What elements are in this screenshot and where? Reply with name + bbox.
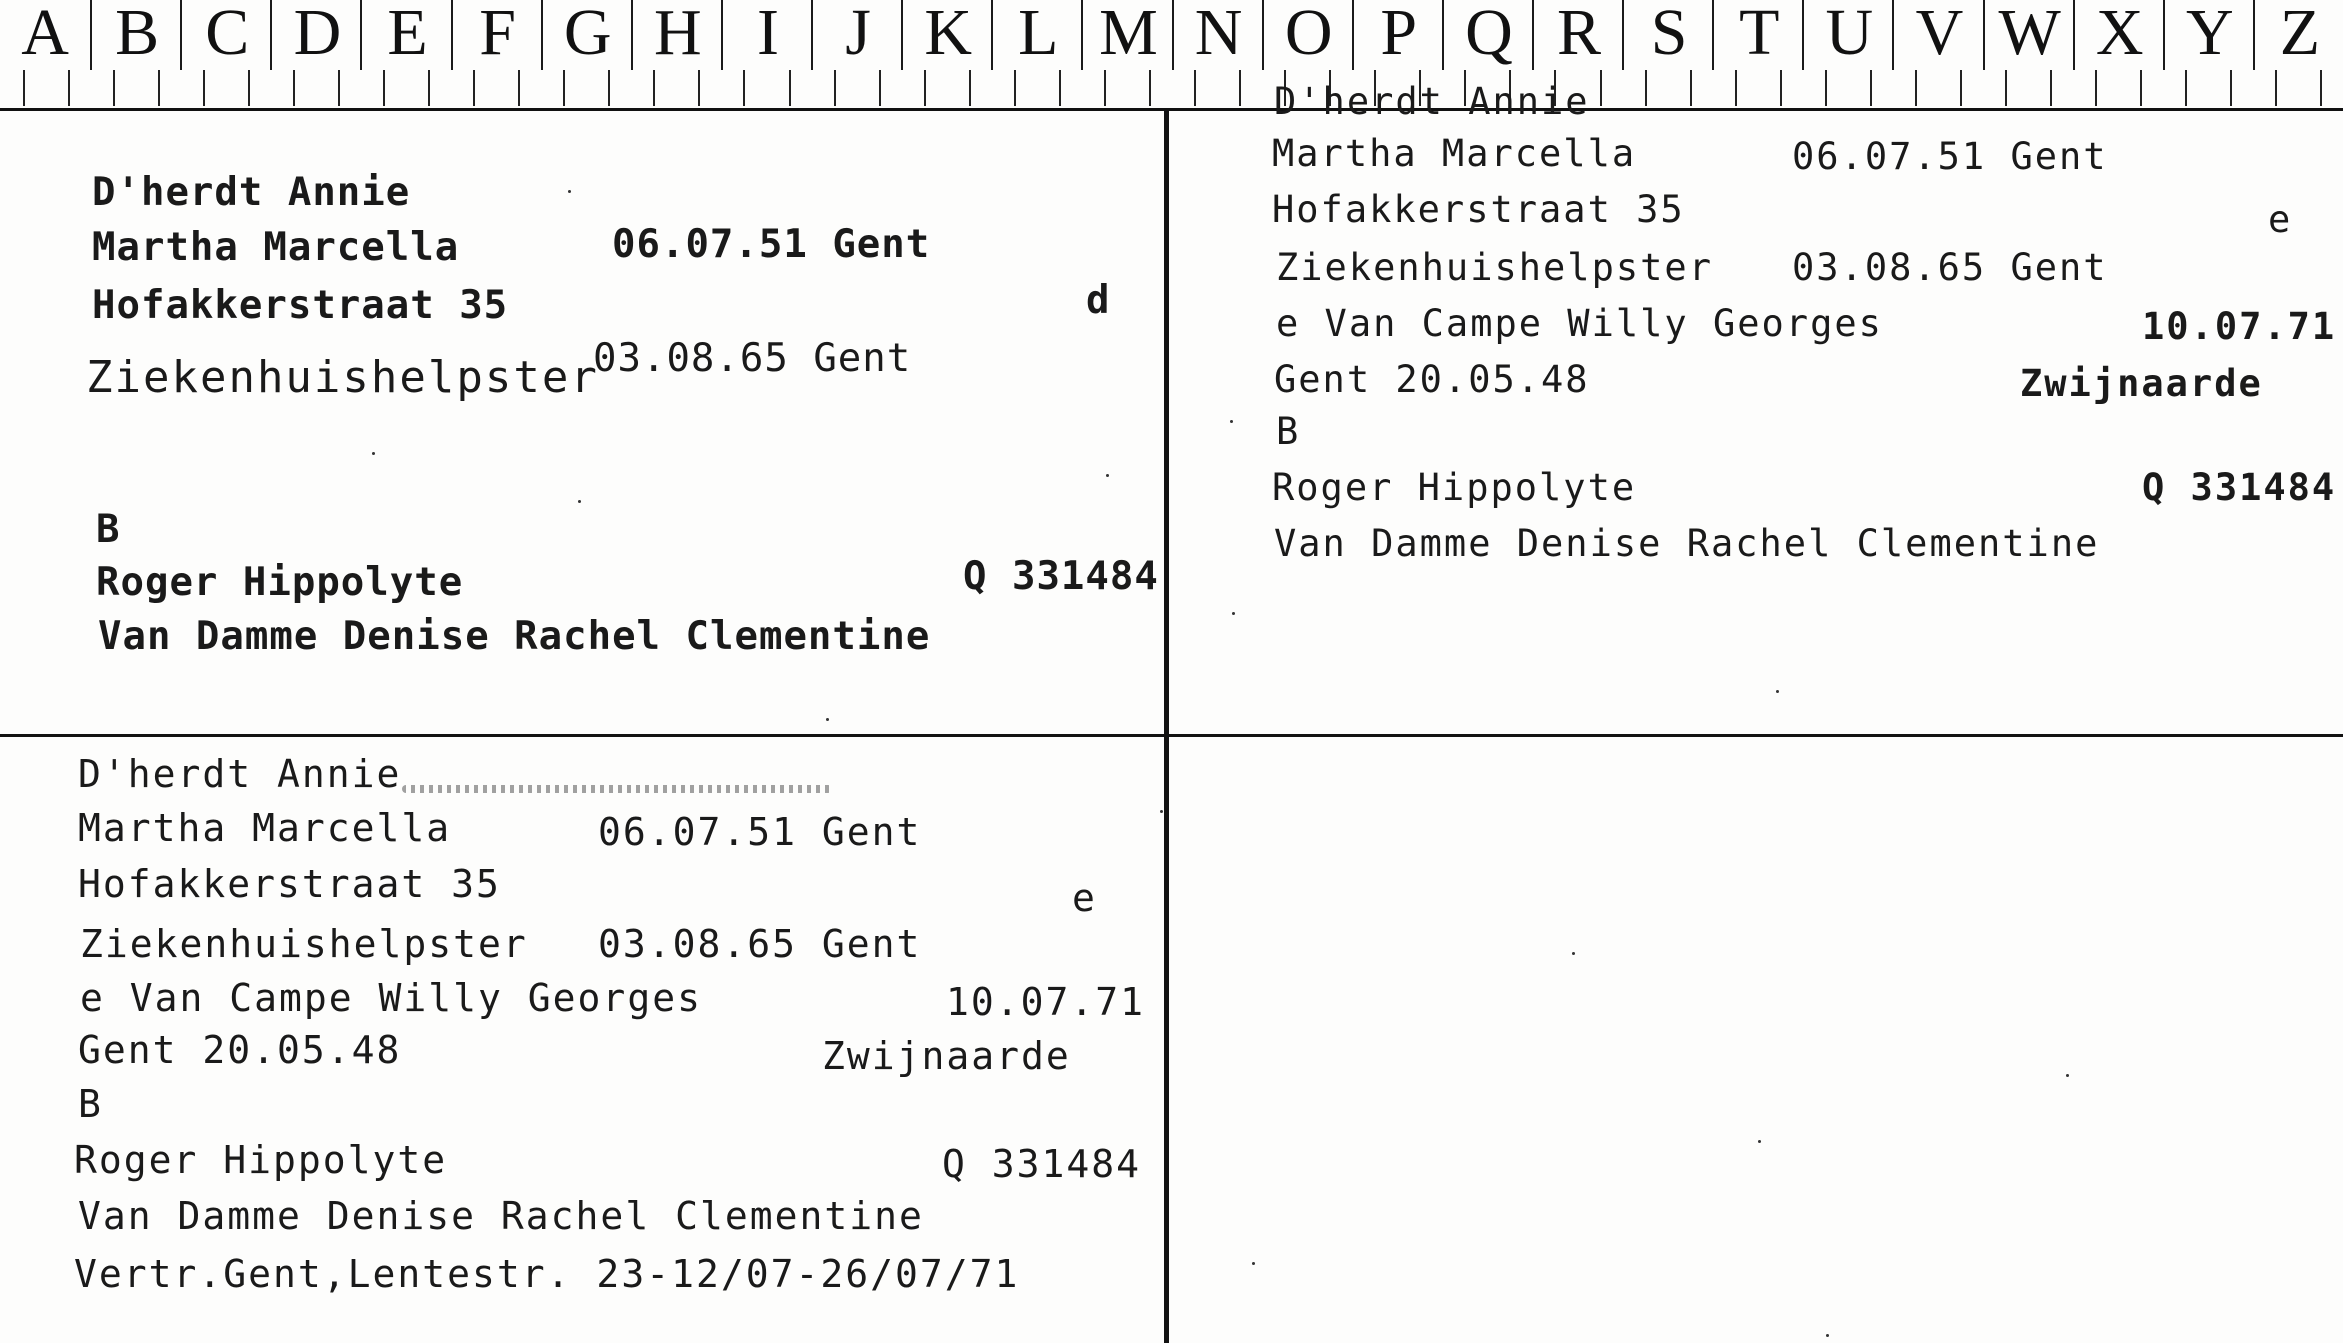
index-tick: [203, 70, 205, 106]
card-marriage-date: 10.07.71: [946, 980, 1146, 1024]
scan-speck: [568, 190, 571, 193]
scan-speck: [1230, 420, 1233, 423]
card-marker: d: [1086, 278, 1111, 323]
index-tick: [2005, 70, 2007, 106]
index-letter-label: P: [1380, 0, 1418, 69]
index-letter-label: L: [1018, 0, 1059, 69]
index-letter-n: [1172, 0, 1264, 70]
index-tick: [338, 70, 340, 106]
index-letter-label: Z: [2279, 0, 2321, 69]
index-tick: [789, 70, 791, 106]
index-tick: [1780, 70, 1782, 106]
index-tick: [1059, 70, 1061, 106]
index-tick: [743, 70, 745, 106]
card-birth: 06.07.51 Gent: [1792, 135, 2108, 178]
index-letter-label: R: [1556, 0, 1602, 69]
index-tick: [158, 70, 160, 106]
index-tick: [1600, 70, 1602, 106]
index-tick: [1915, 70, 1917, 106]
card-occupation: Ziekenhuishelpster: [86, 352, 599, 403]
card-code: B: [1276, 410, 1301, 453]
index-tick: [2050, 70, 2052, 106]
index-tick: [2095, 70, 2097, 106]
index-letter-label: D: [293, 0, 342, 69]
card-birth: 06.07.51 Gent: [598, 810, 922, 854]
scan-speck: [1160, 810, 1163, 813]
scan-speck: [578, 500, 581, 503]
index-letter-label: N: [1194, 0, 1243, 69]
index-tick: [969, 70, 971, 106]
ink-smudge: [402, 785, 832, 793]
card-spouse-birth: Gent 20.05.48: [78, 1028, 402, 1072]
scan-speck: [1776, 690, 1779, 693]
index-tick: [879, 70, 881, 106]
scan-speck: [1252, 1262, 1255, 1265]
card-occupation: Ziekenhuishelpster: [1276, 246, 1713, 289]
index-letter-label: H: [654, 0, 702, 69]
card-marriage-date: 10.07.71: [2142, 305, 2337, 348]
card-number: Q 331484: [963, 554, 1159, 599]
index-letter-label: T: [1739, 0, 1780, 69]
index-tick: [293, 70, 295, 106]
card-registration: 03.08.65 Gent: [1792, 246, 2108, 289]
index-letter-a: [0, 0, 90, 70]
scan-speck: [1232, 612, 1235, 615]
index-letter-p: [1352, 0, 1444, 70]
index-letter-label: G: [563, 0, 612, 69]
index-tick: [113, 70, 115, 106]
card-middle-names: Martha Marcella: [92, 225, 460, 270]
index-letter-i: [721, 0, 813, 70]
index-letter-label: O: [1284, 0, 1333, 69]
index-letter-c: [180, 0, 272, 70]
index-tick: [1194, 70, 1196, 106]
scan-speck: [1106, 474, 1109, 477]
index-letter-j: [811, 0, 903, 70]
card-mother: Van Damme Denise Rachel Clementine: [78, 1194, 924, 1238]
card-mother: Van Damme Denise Rachel Clementine: [98, 614, 931, 659]
index-tick: [2230, 70, 2232, 106]
card-marriage-place: Zwijnaarde: [822, 1034, 1071, 1078]
index-tick: [698, 70, 700, 106]
card-spouse: e Van Campe Willy Georges: [80, 976, 702, 1020]
index-letter-label: C: [205, 0, 250, 69]
index-letter-r: [1532, 0, 1624, 70]
index-tick: [2275, 70, 2277, 106]
index-letter-label: K: [924, 0, 973, 69]
card-departure: Vertr.Gent,Lentestr. 23-12/07-26/07/71: [74, 1252, 1020, 1296]
index-letter-label: B: [115, 0, 160, 69]
card-registration: 03.08.65 Gent: [598, 922, 922, 966]
index-tick: [1014, 70, 1016, 106]
index-letter-label: E: [387, 0, 428, 69]
index-letter-z: [2253, 0, 2343, 70]
card-registration: 03.08.65 Gent: [593, 336, 912, 381]
index-letter-w: [1983, 0, 2075, 70]
scan-speck: [2066, 1074, 2069, 1077]
card-father: Roger Hippolyte: [96, 560, 464, 605]
index-tick: [834, 70, 836, 106]
scan-speck: [372, 452, 375, 455]
index-letter-label: A: [21, 0, 69, 69]
card-mother: Van Damme Denise Rachel Clementine: [1274, 522, 2100, 565]
index-tick: [924, 70, 926, 106]
card-name: D'herdt Annie: [78, 752, 402, 796]
index-tick: [473, 70, 475, 106]
index-letter-label: I: [756, 0, 779, 69]
index-tick: [518, 70, 520, 106]
index-tick: [653, 70, 655, 106]
index-tick: [2320, 70, 2322, 106]
index-tick: [1690, 70, 1692, 106]
card-number: Q 331484: [2142, 466, 2337, 509]
card-code: B: [78, 1082, 103, 1126]
card-middle-names: Martha Marcella: [1272, 132, 1637, 175]
card-address: Hofakkerstraat 35: [1272, 188, 1685, 231]
index-tick: [1645, 70, 1647, 106]
index-letter-l: [991, 0, 1083, 70]
index-tick: [248, 70, 250, 106]
card-number: Q 331484: [942, 1142, 1142, 1186]
index-tick: [2185, 70, 2187, 106]
index-letter-label: X: [2095, 0, 2144, 69]
index-letter-label: V: [1915, 0, 1964, 69]
index-tick: [1149, 70, 1151, 106]
scan-speck: [1758, 1140, 1761, 1143]
card-divider-horizontal: [0, 734, 2343, 737]
index-tick: [23, 70, 25, 106]
index-letter-m: [1081, 0, 1173, 70]
card-marker: e: [1072, 876, 1097, 920]
index-letter-label: M: [1099, 0, 1158, 69]
card-middle-names: Martha Marcella: [78, 806, 452, 850]
index-letter-label: S: [1650, 0, 1688, 69]
card-occupation: Ziekenhuishelpster: [80, 922, 528, 966]
index-tick: [1825, 70, 1827, 106]
card-spouse-birth: Gent 20.05.48: [1274, 358, 1590, 401]
card-address: Hofakkerstraat 35: [92, 283, 509, 328]
index-letter-label: U: [1825, 0, 1874, 69]
index-letter-h: [631, 0, 723, 70]
index-letter-u: [1802, 0, 1894, 70]
index-letter-label: J: [845, 0, 871, 69]
index-divider-line: [0, 108, 2343, 111]
index-tick: [563, 70, 565, 106]
index-tick: [68, 70, 70, 106]
index-letter-d: [270, 0, 362, 70]
index-letter-b: [90, 0, 182, 70]
card-birth: 06.07.51 Gent: [612, 222, 931, 267]
index-tick: [1960, 70, 1962, 106]
card-marriage-place: Zwijnaarde: [2020, 362, 2263, 405]
index-letter-label: W: [1998, 0, 2061, 69]
scan-speck: [826, 718, 829, 721]
index-tick: [383, 70, 385, 106]
scan-speck: [1572, 952, 1575, 955]
index-tick: [1735, 70, 1737, 106]
index-tick: [1870, 70, 1872, 106]
index-letter-y: [2163, 0, 2255, 70]
card-father: Roger Hippolyte: [74, 1138, 448, 1182]
index-tick: [1239, 70, 1241, 106]
index-tick: [428, 70, 430, 106]
index-tick: [608, 70, 610, 106]
index-letter-x: [2073, 0, 2165, 70]
card-code: B: [96, 507, 121, 552]
index-letter-v: [1892, 0, 1984, 70]
card-spouse: e Van Campe Willy Georges: [1276, 302, 1883, 345]
card-marker: e: [2268, 198, 2293, 241]
card-name: D'herdt Annie: [1274, 80, 1590, 123]
alphabet-index-strip: [0, 0, 2343, 110]
index-letter-g: [541, 0, 633, 70]
index-letter-label: F: [479, 0, 516, 69]
card-name: D'herdt Annie: [92, 170, 411, 215]
card-address: Hofakkerstraat 35: [78, 862, 501, 906]
index-letter-label: Y: [2185, 0, 2234, 69]
index-tick: [2140, 70, 2142, 106]
index-letter-k: [901, 0, 993, 70]
index-letter-e: [360, 0, 452, 70]
index-tick: [1104, 70, 1106, 106]
index-letter-label: Q: [1465, 0, 1513, 69]
index-letter-o: [1262, 0, 1354, 70]
index-letter-s: [1622, 0, 1714, 70]
index-letter-f: [451, 0, 543, 70]
card-divider-vertical: [1164, 110, 1169, 1343]
scan-speck: [1826, 1334, 1829, 1337]
index-letter-t: [1712, 0, 1804, 70]
card-father: Roger Hippolyte: [1272, 466, 1637, 509]
index-letter-q: [1442, 0, 1534, 70]
